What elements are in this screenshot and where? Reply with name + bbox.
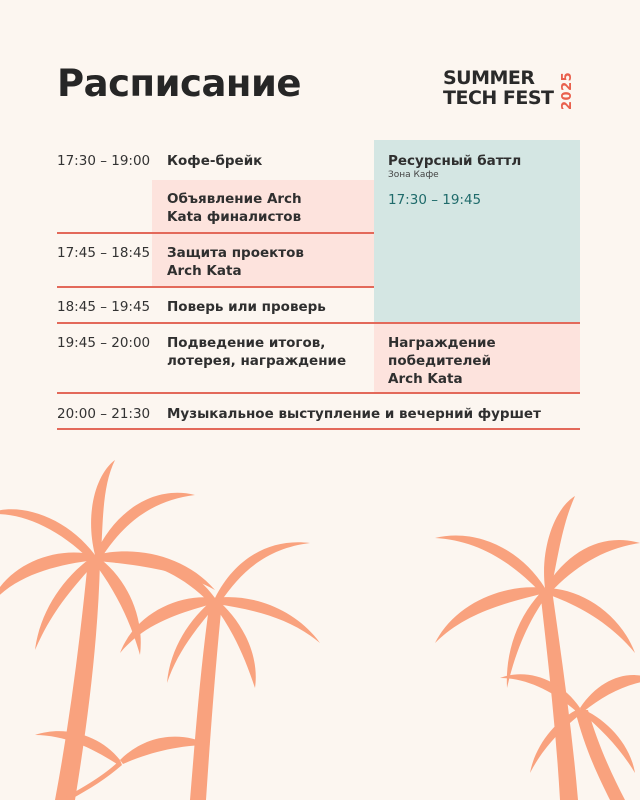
time-slot: 17:45 – 18:45 [57,245,151,261]
event-name: Arch Kata [167,263,242,279]
side-track-location: Зона Кафе [388,170,439,180]
row-divider [57,286,374,288]
event-name: Защита проектов [167,245,304,261]
logo-line-1: SUMMER [443,67,535,89]
palm-crown [0,460,215,655]
palm-trees-illustration [0,440,640,800]
palm-crown [435,496,640,688]
time-slot: 19:45 – 20:00 [57,335,151,351]
time-slot: 17:30 – 19:00 [57,153,151,169]
side-event-name: победителей [388,353,492,369]
time-slot: 20:00 – 21:30 [57,406,151,422]
row-divider [57,322,580,324]
event-name: Музыкальное выступление и вечерний фуршет [167,406,541,422]
event-name: Объявление Arch [167,191,302,207]
event-name: Поверь или проверь [167,299,326,315]
logo-line-2: TECH FEST [443,87,554,109]
side-track-time: 17:30 – 19:45 [388,192,482,208]
time-slot: 18:45 – 19:45 [57,299,151,315]
event-name: лотерея, награждение [167,353,347,369]
side-track-title: Ресурсный баттл [388,153,522,169]
event-name: Kata финалистов [167,209,302,225]
event-name: Подведение итогов, [167,335,326,351]
event-logo [443,68,585,112]
side-event-name: Arch Kata [388,371,463,387]
side-event-name: Награждение [388,335,496,351]
row-divider [57,392,580,394]
row-divider [57,232,374,234]
logo-year: 2025 [560,71,575,111]
row-divider [57,428,580,430]
page-title: Расписание [57,62,301,105]
event-name: Кофе-брейк [167,153,263,169]
